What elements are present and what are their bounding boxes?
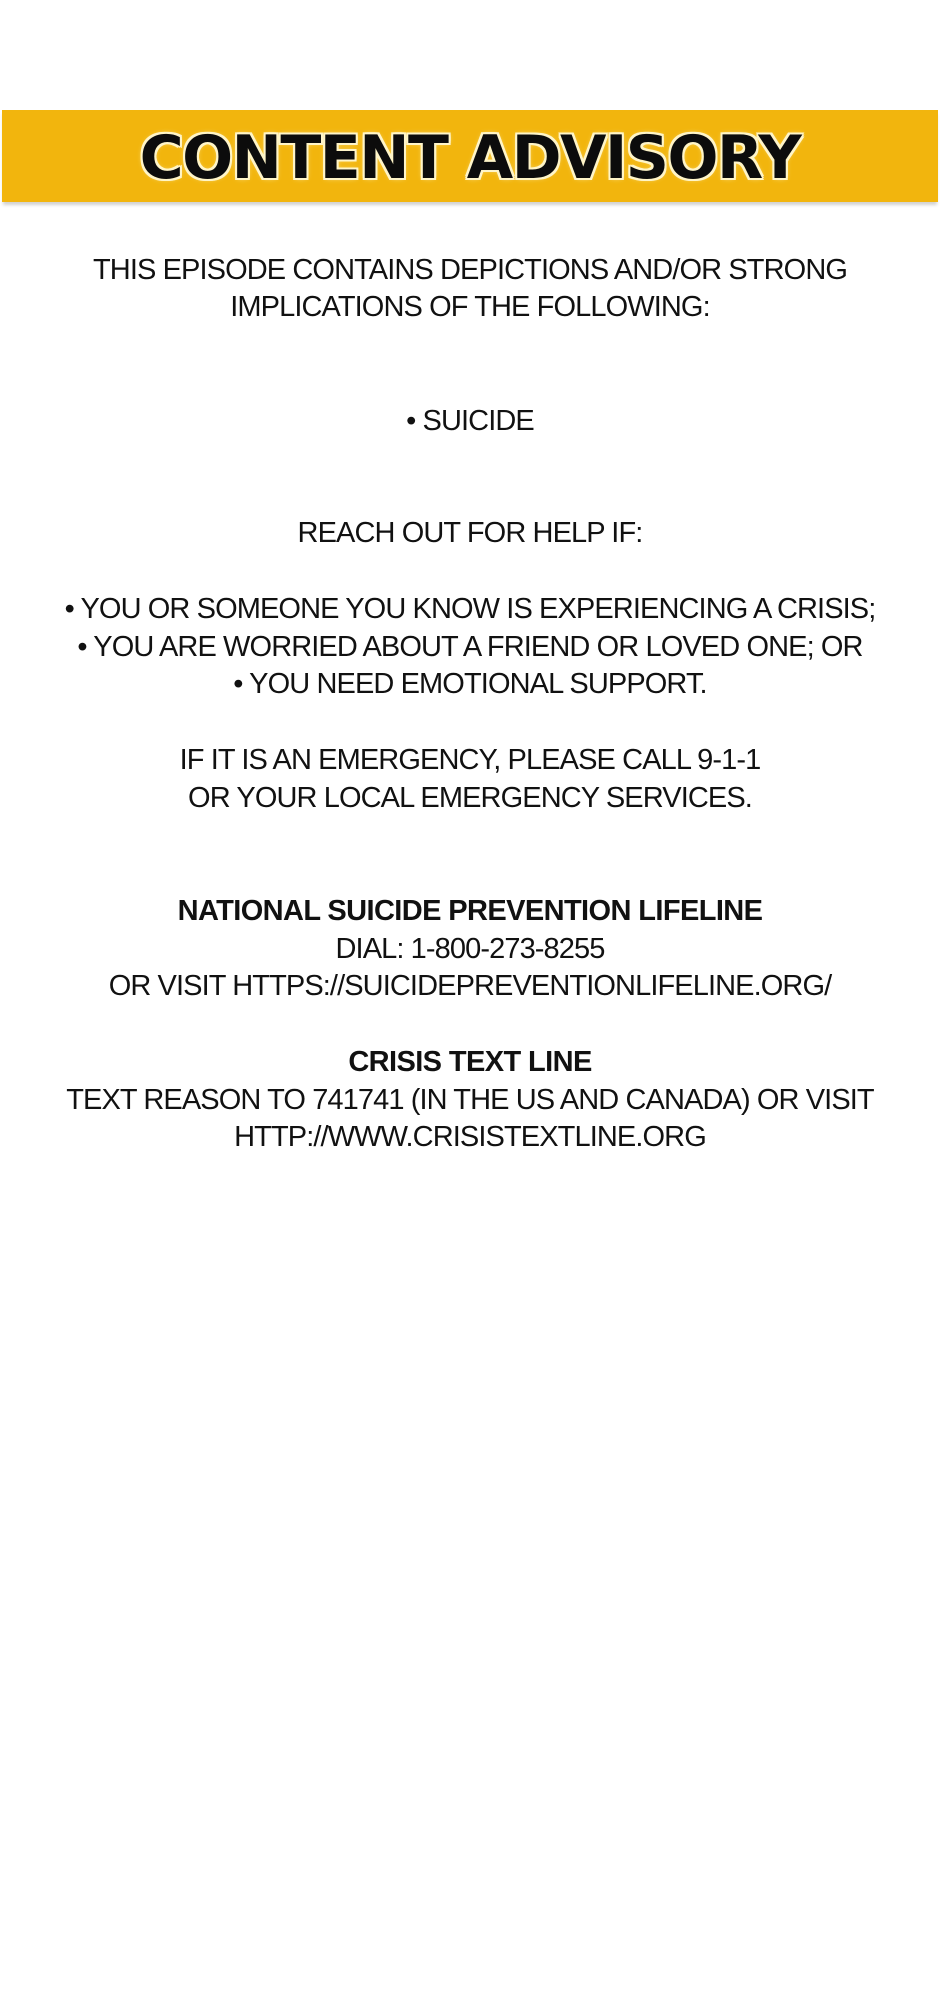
- lifeline-dial: DIAL: 1-800-273-8255: [335, 933, 605, 965]
- advisory-banner: [2, 110, 938, 202]
- textline-visit-link[interactable]: HTTP://WWW.CRISISTEXTLINE.ORG: [234, 1121, 706, 1153]
- emergency-line-2: OR YOUR LOCAL EMERGENCY SERVICES.: [188, 782, 752, 814]
- help-item-support: • YOU NEED EMOTIONAL SUPPORT.: [233, 668, 707, 700]
- help-item-crisis: • YOU OR SOMEONE YOU KNOW IS EXPERIENCING A CRISIS;: [64, 593, 876, 625]
- topic-suicide: • SUICIDE: [406, 405, 534, 437]
- emergency-line-1: IF IT IS AN EMERGENCY, PLEASE CALL 9-1-1: [179, 744, 761, 776]
- intro-line-1: THIS EPISODE CONTAINS DEPICTIONS AND/OR STRONG: [92, 254, 848, 286]
- help-heading: REACH OUT FOR HELP IF:: [297, 517, 643, 549]
- advisory-title: CONTENT ADVISORY: [139, 123, 801, 193]
- intro-line-2: IMPLICATIONS OF THE FOLLOWING:: [230, 291, 710, 323]
- help-item-worried: • YOU ARE WORRIED ABOUT A FRIEND OR LOVED ONE; OR: [77, 631, 863, 663]
- textline-name: CRISIS TEXT LINE: [348, 1046, 592, 1078]
- lifeline-visit-link[interactable]: OR VISIT HTTPS://SUICIDEPREVENTIONLIFELINE.ORG/: [108, 970, 832, 1002]
- lifeline-name: NATIONAL SUICIDE PREVENTION LIFELINE: [177, 895, 763, 927]
- textline-instructions: TEXT REASON TO 741741 (IN THE US AND CANADA) OR VISIT: [66, 1084, 874, 1116]
